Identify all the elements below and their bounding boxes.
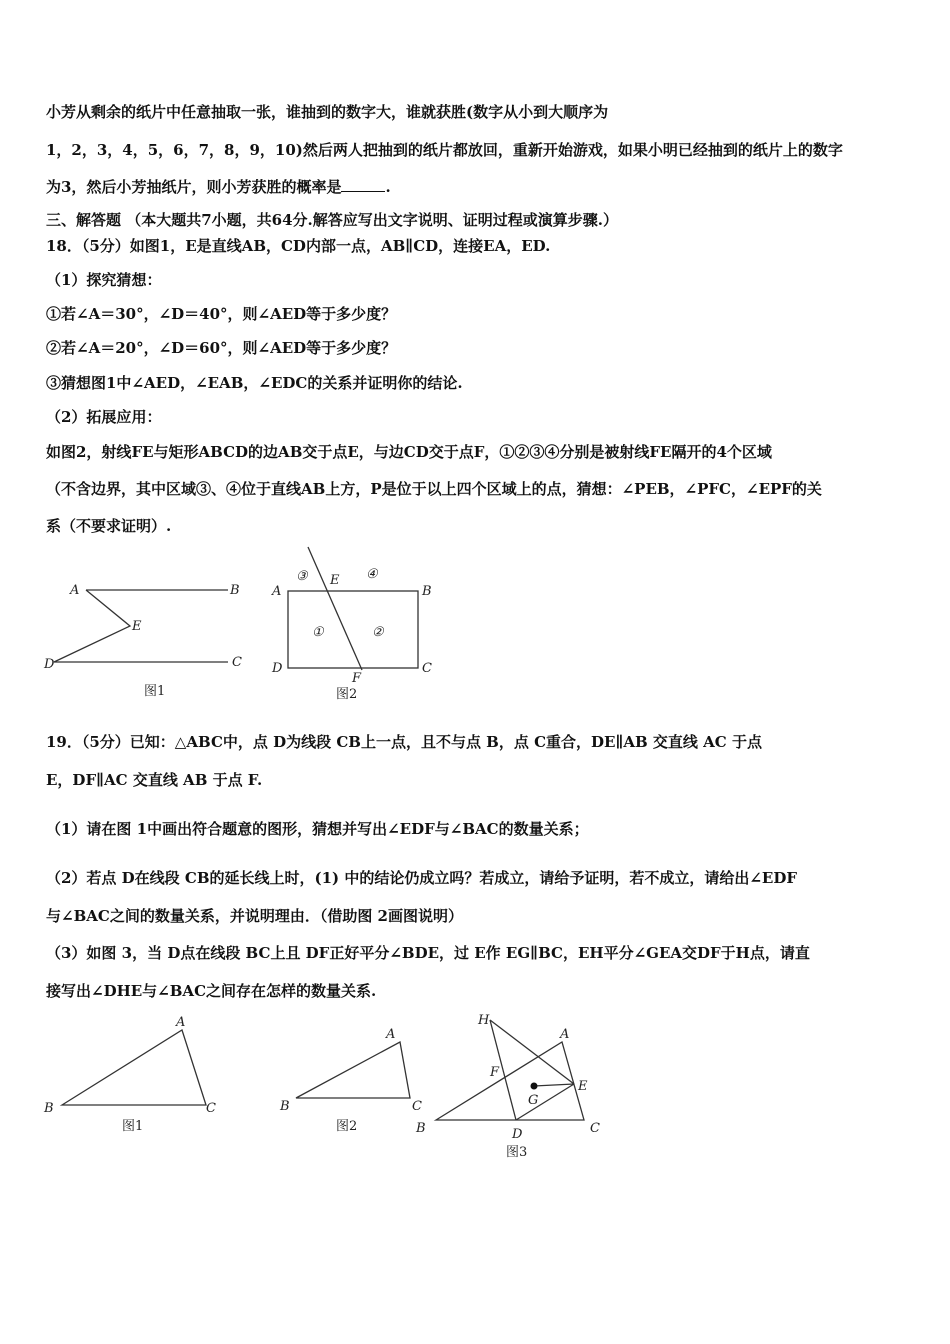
figure-18-2 [262, 542, 452, 704]
label-b: B [230, 583, 240, 598]
figure-19-1 [40, 1010, 240, 1140]
q17-line-3 [46, 177, 910, 197]
triangle-abc [62, 1030, 206, 1105]
q18-part-2-line-2: （不含边界，其中区域③、④位于直线AB上方，P是位于以上四个区域上的点，猜想：∠PEB，∠PFC，∠EPF的关 [46, 480, 822, 498]
q19-line-2: E，DF∥AC 交直线 AB 于点 F. [46, 771, 263, 789]
label-a: A [70, 583, 80, 598]
q18-sub-3: ③猜想图1中∠AED，∠EAB，∠EDC的关系并证明你的结论. [46, 374, 463, 392]
point-g [531, 1083, 537, 1089]
label-d: D [272, 661, 283, 676]
label-c: C [590, 1121, 600, 1136]
rectangle-abcd [288, 591, 418, 668]
label-e: E [132, 619, 142, 634]
answer-blank [341, 177, 385, 192]
q18-part-1-title: （1）探究猜想： [46, 271, 162, 289]
q19-line-7: 接写出∠DHE与∠BAC之间存在怎样的数量关系. [46, 982, 377, 1000]
segment-ge [534, 1084, 574, 1086]
label-c: C [232, 655, 242, 670]
q19-line-4: （2）若点 D在线段 CB的延长线上时，(1) 中的结论仍成立吗？若成立，请给予证明，若不成立，请给出∠EDF [46, 869, 798, 887]
label-d: D [44, 657, 55, 672]
label-a: A [386, 1027, 396, 1042]
q19-line-1: 19．（5分）已知：△ABC中，点 D为线段 CB上一点，且不与点 B，点 C重合，DE∥AB 交直线 AC 于点 [46, 733, 762, 751]
polyline-aed [54, 590, 130, 662]
q17-line-3-text: 为3，然后小芳抽纸片，则小芳获胜的概率是 [46, 178, 342, 196]
q18-part-2-title: （2）拓展应用： [46, 408, 162, 426]
caption-fig-19-3: 图3 [506, 1145, 528, 1160]
q18-part-2-line-3: 系（不要求证明）. [46, 517, 172, 535]
caption-fig-19-1: 图1 [122, 1119, 144, 1134]
label-c: C [206, 1101, 216, 1116]
q19-line-6: （3）如图 3，当 D点在线段 BC上且 DF正好平分∠BDE，过 E作 EG∥BC，EH平分∠GEA交DF于H点，请直 [46, 944, 810, 962]
figure-19-3 [412, 1008, 612, 1168]
caption-fig-1: 图1 [144, 684, 166, 699]
region-2-label: ② [372, 625, 384, 640]
label-c: C [412, 1099, 422, 1114]
segment-de [516, 1084, 574, 1120]
label-c: C [422, 661, 432, 676]
q18-sub-2: ②若∠A＝20°，∠D＝60°，则∠AED等于多少度？ [46, 339, 397, 357]
q19-line-5: 与∠BAC之间的数量关系，并说明理由．（借助图 2画图说明） [46, 907, 463, 925]
label-a: A [560, 1027, 570, 1042]
triangle-abc [436, 1042, 584, 1120]
q17-line-3-end: . [385, 178, 391, 196]
caption-fig-19-2: 图2 [336, 1119, 358, 1134]
label-e: E [330, 573, 340, 588]
caption-fig-2: 图2 [336, 687, 358, 702]
q18-sub-1: ①若∠A＝30°，∠D＝40°，则∠AED等于多少度？ [46, 305, 397, 323]
region-3-label: ③ [296, 569, 308, 584]
label-b: B [280, 1099, 290, 1114]
q19-line-3: （1）请在图 1中画出符合题意的图形，猜想并写出∠EDF与∠BAC的数量关系； [46, 820, 589, 838]
q17-line-2: 1，2，3，4，5，6，7，8，9，10)然后两人把抽到的纸片都放回，重新开始游戏，如果小明已经抽到的纸片上的数字 [46, 141, 843, 159]
label-b: B [422, 584, 432, 599]
figure-18-1 [40, 570, 260, 705]
label-e: E [578, 1079, 588, 1094]
label-b: B [44, 1101, 54, 1116]
label-d: D [512, 1127, 523, 1142]
q18-part-2-line-1: 如图2，射线FE与矩形ABCD的边AB交于点E，与边CD交于点F，①②③④分别是被射线FE隔开的4个区域 [46, 443, 772, 461]
region-4-label: ④ [366, 567, 378, 582]
label-f: F [352, 671, 362, 686]
ray-fe [308, 547, 362, 670]
label-h: H [478, 1013, 490, 1028]
q17-line-1: 小芳从剩余的纸片中任意抽取一张，谁抽到的数字大，谁就获胜(数字从小到大顺序为 [46, 103, 609, 121]
label-g: G [528, 1093, 539, 1108]
triangle-abc [296, 1042, 410, 1098]
section-3-header: 三、解答题 （本大题共7小题，共64分.解答应写出文字说明、证明过程或演算步骤.） [46, 211, 618, 229]
label-f: F [490, 1065, 500, 1080]
label-a: A [176, 1015, 186, 1030]
region-1-label: ① [312, 625, 324, 640]
label-a: A [272, 584, 282, 599]
label-b: B [416, 1121, 426, 1136]
q18-stem: 18．（5分）如图1，E是直线AB，CD内部一点，AB∥CD，连接EA，ED. [46, 237, 551, 255]
